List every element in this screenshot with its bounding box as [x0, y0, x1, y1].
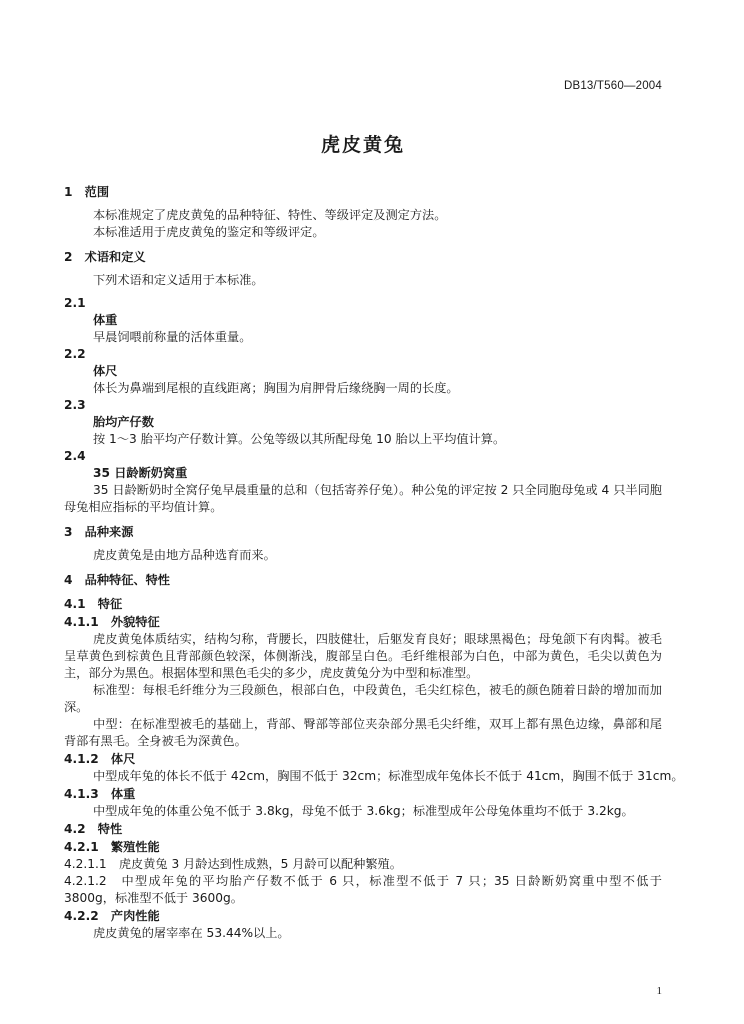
clause-number: 2.4 — [64, 449, 86, 463]
clause-number: 2.2 — [64, 347, 86, 361]
document-body — [64, 184, 684, 942]
definition: 按 1～3 胎平均产仔数计算。公兔等级以其所配母兔 10 胎以上平均值计算。 — [93, 432, 506, 446]
subsection-heading: 4.1.2 体尺 — [64, 752, 136, 766]
paragraph: 中型成年兔的体长不低于 42cm，胸围不低于 32cm；标准型成年兔体长不低于 41cm，胸围不低于 31cm。 — [93, 769, 684, 783]
term: 胎均产仔数 — [93, 415, 154, 429]
paragraph: 虎皮黄兔是由地方品种选育而来。 — [93, 548, 276, 562]
paragraph: 本标准规定了虎皮黄兔的品种特征、特性、等级评定及测定方法。 — [93, 208, 447, 222]
term: 体重 — [93, 313, 118, 327]
paragraph: 本标准适用于虎皮黄兔的鉴定和等级评定。 — [93, 225, 325, 239]
paragraph: 4.2.1.2 中型成年兔的平均胎产仔数不低于 6 只，标准型不低于 7 只；35 日龄断奶窝重中型不低于 3800g，标准型不低于 3600g。 — [64, 874, 662, 905]
subsection-heading: 4.1.1 外貌特征 — [64, 615, 160, 629]
term: 35 日龄断奶窝重 — [93, 466, 188, 480]
section-heading-4: 4 品种特征、特性 — [64, 573, 170, 587]
paragraph: 虎皮黄兔的屠宰率在 53.44%以上。 — [93, 926, 290, 940]
paragraph: 下列术语和定义适用于本标准。 — [93, 273, 264, 287]
subsection-heading: 4.2.2 产肉性能 — [64, 909, 160, 923]
section-heading-3: 3 品种来源 — [64, 525, 134, 539]
clause-number: 2.3 — [64, 398, 86, 412]
paragraph: 中型：在标准型被毛的基础上，背部、臀部等部位夹杂部分黑毛尖纤维，双耳上都有黑色边缘，鼻部和尾背部有黑毛。全身被毛为深黄色。 — [64, 717, 662, 748]
subsection-heading: 4.2.1 繁殖性能 — [64, 840, 160, 854]
subsection-heading: 4.2 特性 — [64, 822, 123, 836]
definition: 早晨饲喂前称量的活体重量。 — [93, 330, 252, 344]
document-title: 虎皮黄兔 — [320, 134, 405, 156]
clause-number: 2.1 — [64, 296, 86, 310]
subsection-heading: 4.1.3 体重 — [64, 787, 136, 801]
paragraph: 中型成年兔的体重公兔不低于 3.8kg，母兔不低于 3.6kg；标准型成年公母兔体重均不低于 3.2kg。 — [93, 804, 634, 818]
definition: 体长为鼻端到尾根的直线距离；胸围为肩胛骨后缘绕胸一周的长度。 — [93, 381, 459, 395]
document-code: DB13/T560—2004 — [563, 80, 662, 92]
paragraph: 4.2.1.1 虎皮黄兔 3 月龄达到性成熟，5 月龄可以配种繁殖。 — [64, 857, 402, 871]
document-page — [64, 0, 684, 1024]
definition: 35 日龄断奶时全窝仔兔早晨重量的总和（包括寄养仔兔）。种公兔的评定按 2 只全同胞母兔或 4 只半同胞母兔相应指标的平均值计算。 — [64, 483, 662, 514]
section-heading-2: 2 术语和定义 — [64, 250, 146, 264]
paragraph: 虎皮黄兔体质结实，结构匀称，背腰长，四肢健壮，后躯发育良好；眼球黑褐色；母兔颌下有肉髯。被毛呈草黄色到棕黄色且背部颜色较深，体侧渐浅，腹部呈白色。毛纤维根部为白色，中部为黄色，毛尖以黄色为主，部分为黑色。根据体型和黑色毛尖的多少，虎皮黄兔分为中型和标准型。 — [64, 632, 662, 680]
term: 体尺 — [93, 364, 118, 378]
subsection-heading: 4.1 特征 — [64, 597, 123, 611]
page-number: 1 — [656, 985, 662, 997]
section-heading-1: 1 范围 — [64, 185, 110, 199]
paragraph: 标准型：每根毛纤维分为三段颜色，根部白色，中段黄色，毛尖红棕色，被毛的颜色随着日龄的增加而加深。 — [64, 683, 662, 714]
